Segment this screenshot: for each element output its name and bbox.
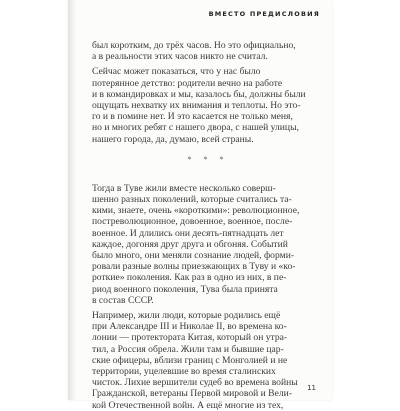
- text-line: Сейчас может показаться, что у нас было: [92, 66, 261, 78]
- text-line: нашего города, да, думаю, всей страны.: [92, 133, 254, 145]
- text-line: и в командировках и мы, казалось бы, должны были: [92, 88, 306, 100]
- text-line: роткие» поколения. Как раз в одно из них, в пе-: [92, 272, 287, 284]
- paragraph-3: [92, 183, 324, 306]
- text-line: территории, уцелевшие во время сталинских: [92, 366, 276, 378]
- spine-shadow: [68, 0, 76, 400]
- paragraph-4: [92, 310, 324, 411]
- body-text: [92, 40, 324, 411]
- text-line: лонии — протектората Китая, который он утра-: [92, 332, 288, 344]
- text-line: при Александре III и Николае II, во времена ко-: [92, 321, 287, 333]
- text-line: кой Отечественной войн. А ещё многие из тех,: [92, 399, 284, 411]
- text-line: го и в помине нет. И это касается не только меня,: [92, 111, 293, 123]
- text-line: риод военного поколения, Тува была принята: [92, 283, 278, 295]
- running-header: ВМЕСТО ПРЕДИСЛОВИЯ: [208, 10, 320, 18]
- text-line: потерянное детство: родители вечно на работе: [92, 77, 283, 89]
- text-line: чисток. Лихие вершители судеб во времена войны: [92, 377, 298, 389]
- text-line: было много, они меняли сознание людей, форми-: [92, 250, 295, 262]
- text-line: ские офицеры, вблизи границ с Монголией и не: [92, 354, 288, 366]
- text-line: ровали разные волны приезжающих в Туву и «ко-: [92, 261, 296, 273]
- paragraph-1: [92, 40, 324, 62]
- text-line: кими, знаете, очень «короткими»: революционное,: [92, 205, 300, 217]
- page-number: 11: [307, 384, 316, 392]
- text-line: военное. И длились они десять-пятнадцать лет: [92, 227, 284, 239]
- text-line: постреволюционное, довоенное, военное, после-: [92, 216, 293, 228]
- text-line: Например, жили люди, которые родились ещё: [92, 310, 281, 322]
- text-line: а в реальности этих часов никто не считал.: [92, 51, 268, 63]
- text-line: Тогда в Туве жили вместе несколько соверш-: [92, 182, 276, 194]
- text-line: был коротким, до трёх часов. Но это официально,: [92, 40, 296, 51]
- text-line: Гражданской, ветераны Первой мировой и Вели-: [92, 388, 292, 400]
- text-line: в состав СССР.: [92, 294, 154, 306]
- text-line: тил, а Россия обрела. Жили там и бывшие цар-: [92, 343, 284, 355]
- text-line: каждое, догоняя друг друга и обгоняя. Событий: [92, 238, 288, 250]
- text-line: шенно разных поколений, которые считались та-: [92, 194, 292, 206]
- paragraph-2: [92, 66, 324, 144]
- text-line: но и многих ребят с нашего двора, с нашей улицы,: [92, 122, 299, 134]
- section-break-ornament: * * *: [187, 154, 229, 164]
- text-line: ощущать нехватку их внимания и теплоты. Но это-: [92, 100, 301, 112]
